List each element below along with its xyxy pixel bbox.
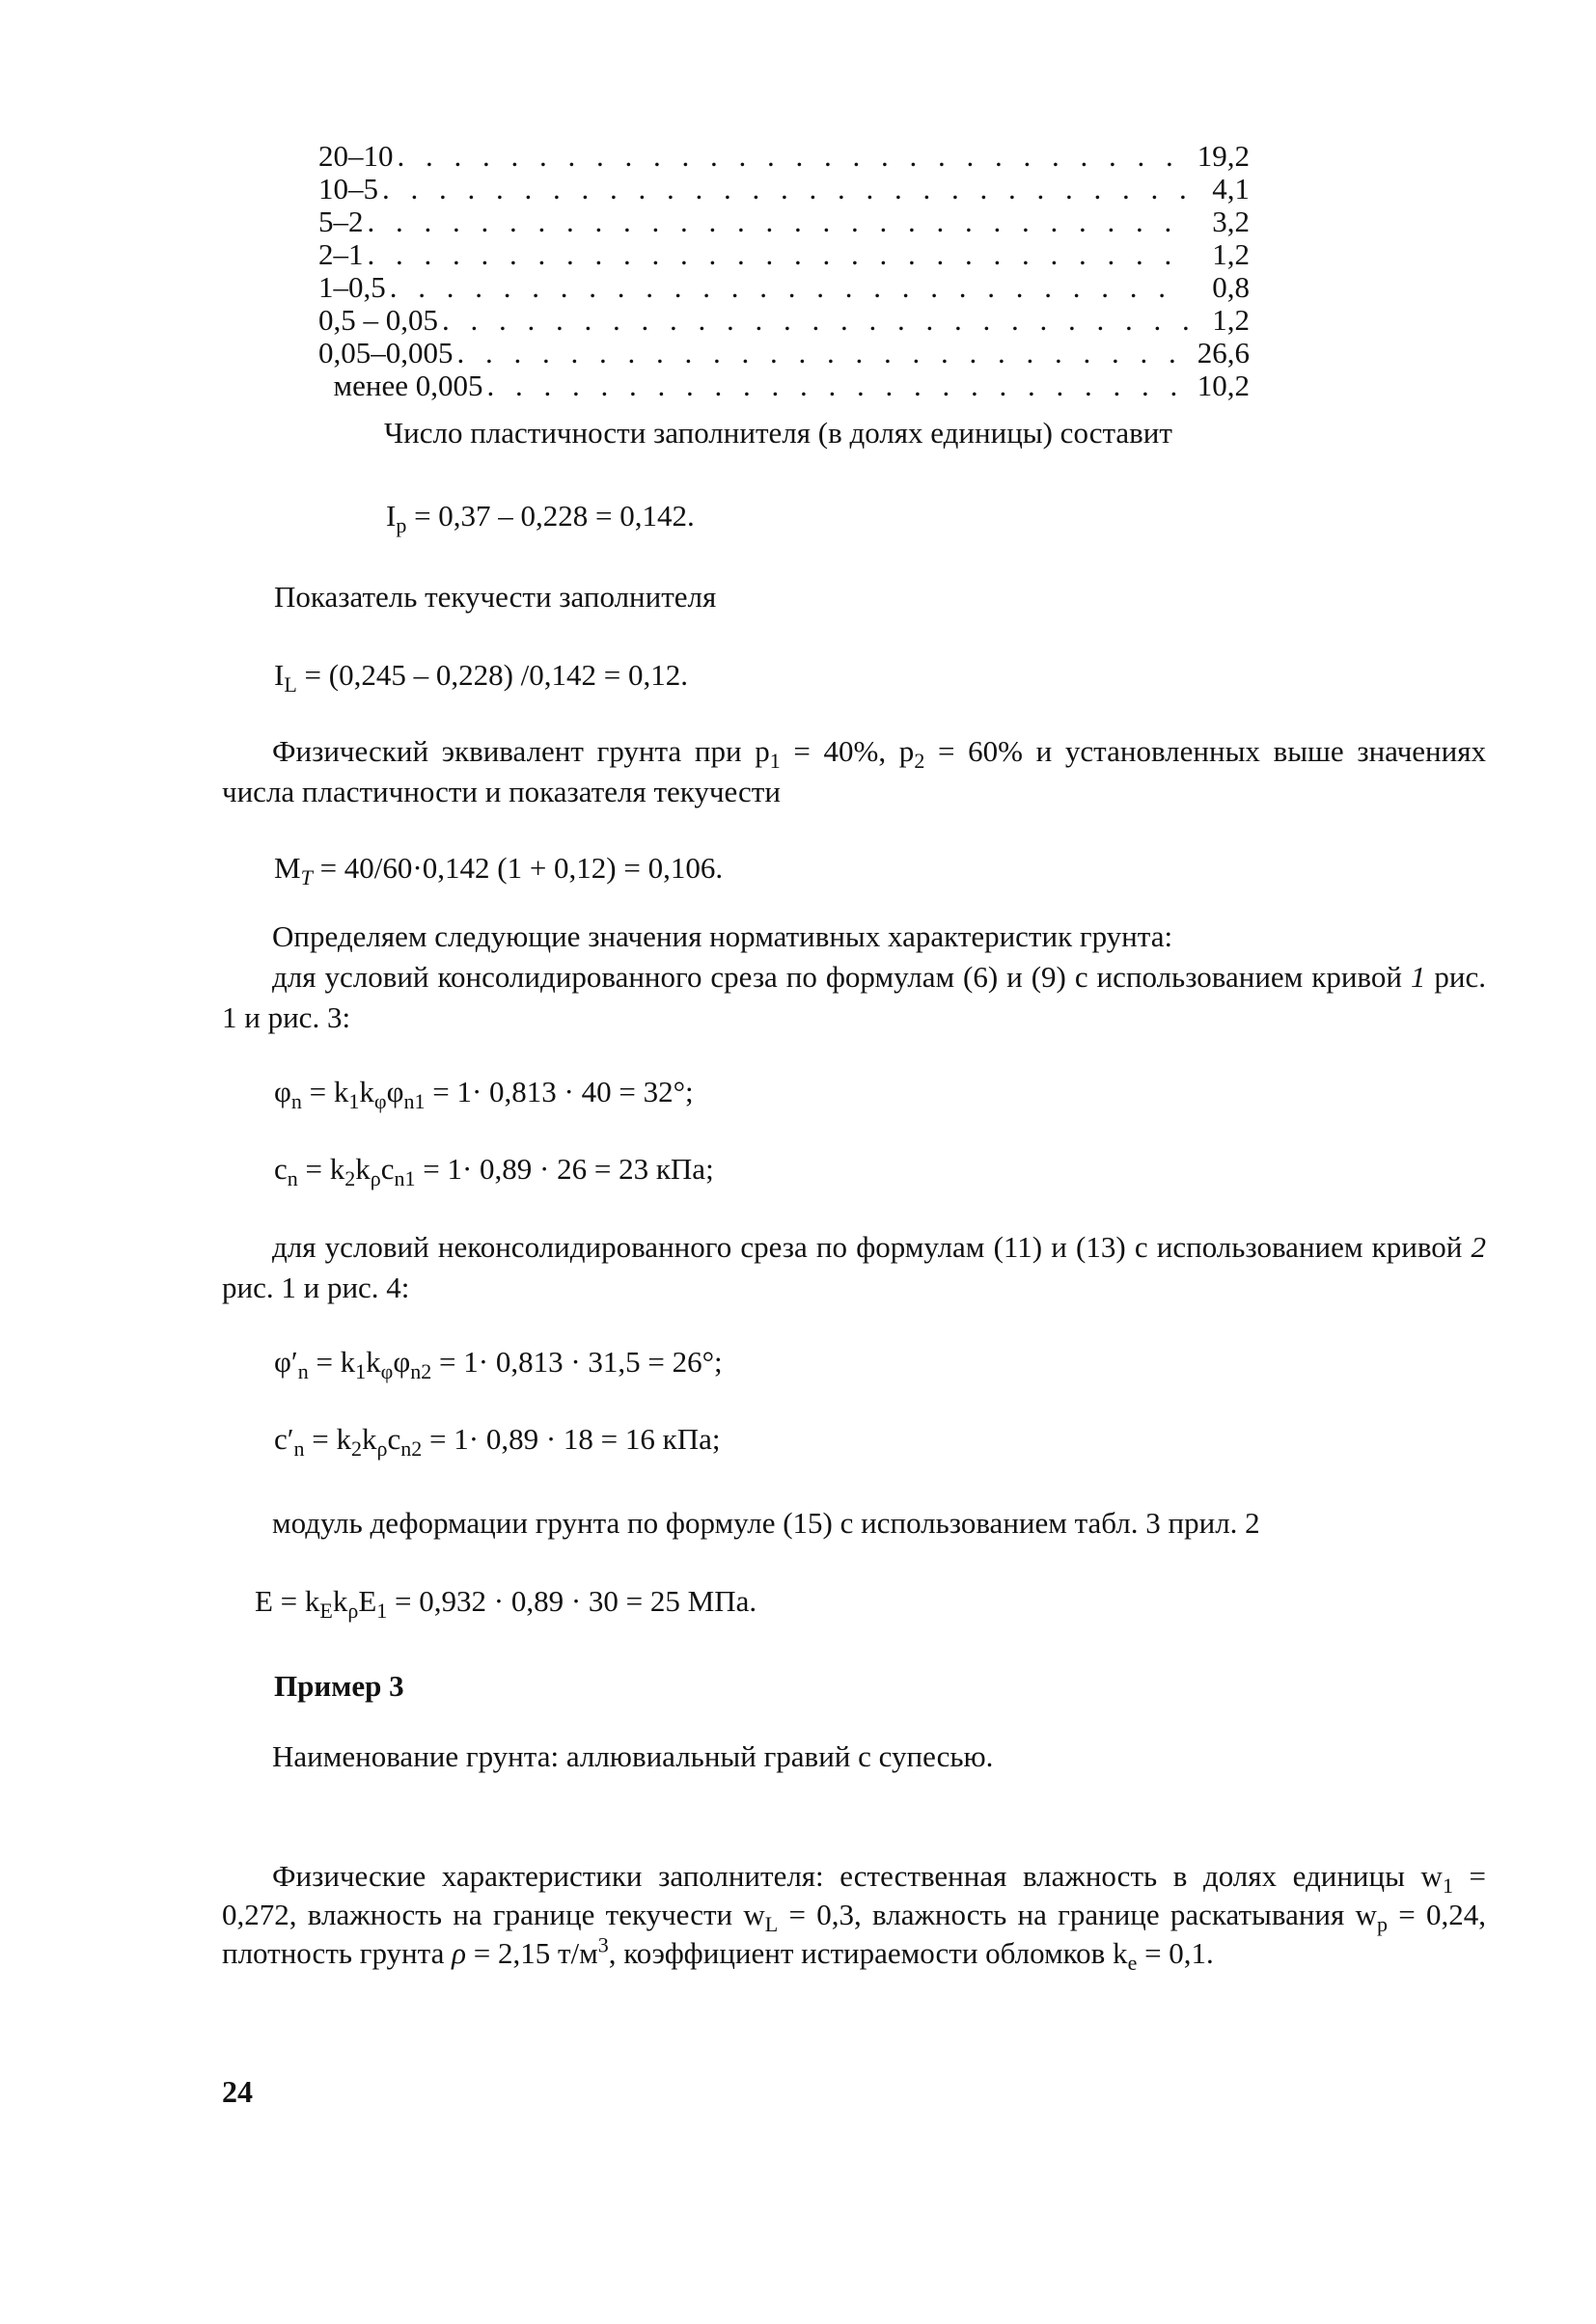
dot-leader: [382, 173, 1188, 205]
fraction-range: 0,5 – 0,05: [318, 303, 438, 337]
fraction-row: [318, 271, 1250, 304]
plasticity-text: Число пластичности заполнителя (в долях единицы) составит: [384, 416, 1172, 450]
filler-characteristics-text: Физические характеристики заполнителя: естественная влажность в долях единицы $w_1 = 0,272$, влажность на границе текучести $w_L = 0,3$, влажность на границе раскатывания $w_p = 0,24$, плотность грунта ρ = 2,15 $т/м^3$, коэффициент истираемости обломков $k_e = 0,1$.: [222, 1859, 1487, 1976]
fraction-row: [318, 238, 1250, 271]
formula-plasticity-index: $I_p = 0,37 - 0,228 = 0,142$.: [386, 499, 695, 538]
dot-leader: [390, 271, 1188, 304]
fraction-row: [318, 369, 1250, 402]
physical-equivalent-text: Физический эквивалент грунта при $p_1 = 40\%$, $p_2 = 60\%$ и установленных выше значениях числа пластичности и показателя текучести: [222, 734, 1486, 808]
fraction-range: 5–2: [318, 205, 364, 238]
dot-leader: [368, 205, 1189, 238]
formula-deformation-modulus: $E = k_Ek_\rho E_1 = 0,932 \cdot 0,89 \cdot 30 = 25$ МПа.: [255, 1584, 757, 1624]
liquidity-text: Показатель текучести заполнителя: [274, 580, 717, 614]
soil-name-text: Наименование грунта: аллювиальный гравий с супесью.: [272, 1739, 994, 1773]
fraction-row: [318, 304, 1250, 337]
normative-intro-text: Определяем следующие значения нормативных характеристик грунта:: [272, 919, 1173, 953]
fraction-row: [318, 337, 1250, 369]
fraction-row: [318, 205, 1250, 238]
dot-leader: [487, 369, 1189, 402]
formula-cohesion: $c_n = k_2k_\rho c_{n1} = 1\cdot 0,89 \cdot 26 = 23$ кПа;: [274, 1152, 714, 1191]
fraction-range: 10–5: [318, 172, 378, 205]
formula-liquidity-index: $I_L = (0,245 - 0,228) /0,142 = 0,12$.: [274, 658, 689, 697]
fraction-value: 1,2: [1212, 303, 1250, 337]
consolidated-shear-text: для условий консолидированного среза по формулам (6) и (9) с использованием кривой 1 рис. 1 и рис. 3:: [222, 960, 1486, 1034]
fraction-value: 3,2: [1212, 205, 1250, 238]
fraction-row: [318, 173, 1250, 205]
dot-leader: [442, 304, 1188, 337]
fraction-value: 19,2: [1197, 139, 1250, 173]
dot-leader: [457, 337, 1189, 369]
fraction-range: 0,05–0,005: [318, 336, 454, 369]
dot-leader: [368, 238, 1189, 271]
fraction-range: 1–0,5: [318, 270, 386, 304]
fraction-value: 4,1: [1212, 172, 1250, 205]
formula-friction-angle: $\varphi_n = k_1k_\varphi\varphi_{n1} = 1\cdot 0,813 \cdot 40 = 32^\circ$;: [274, 1075, 694, 1114]
fraction-value: 26,6: [1197, 336, 1250, 369]
example-heading: Пример 3: [274, 1669, 404, 1703]
page-number: 24: [222, 2074, 253, 2109]
fraction-value: 10,2: [1197, 369, 1250, 402]
deformation-modulus-text: модуль деформации грунта по формуле (15) с использованием табл. 3 прил. 2: [272, 1506, 1260, 1540]
formula-physical-equivalent: $M_T = 40/60\cdot 0,142$ (1 + 0,12) = 0,106.: [274, 851, 724, 890]
fraction-row: [318, 140, 1250, 173]
formula-friction-angle-prime: $\varphi'_n = k_1k_\varphi\varphi_{n2} = 1\cdot 0,813 \cdot 31,5 = 26^\circ$;: [274, 1345, 723, 1384]
fraction-value: 0,8: [1212, 270, 1250, 304]
unconsolidated-shear-text: для условий неконсолидированного среза по формулам (11) и (13) с использованием кривой 2 рис. 1 и рис. 4:: [222, 1230, 1486, 1304]
fraction-value: 1,2: [1212, 237, 1250, 271]
fraction-range: 2–1: [318, 237, 364, 271]
fraction-range: менее 0,005: [318, 369, 483, 402]
dot-leader: [398, 140, 1189, 173]
formula-cohesion-prime: $c'_n = k_2k_\rho c_{n2} = 1\cdot 0,89 \cdot 18 = 16$ кПа;: [274, 1422, 721, 1462]
fraction-table: [318, 140, 1250, 402]
fraction-range: 20–10: [318, 139, 394, 173]
